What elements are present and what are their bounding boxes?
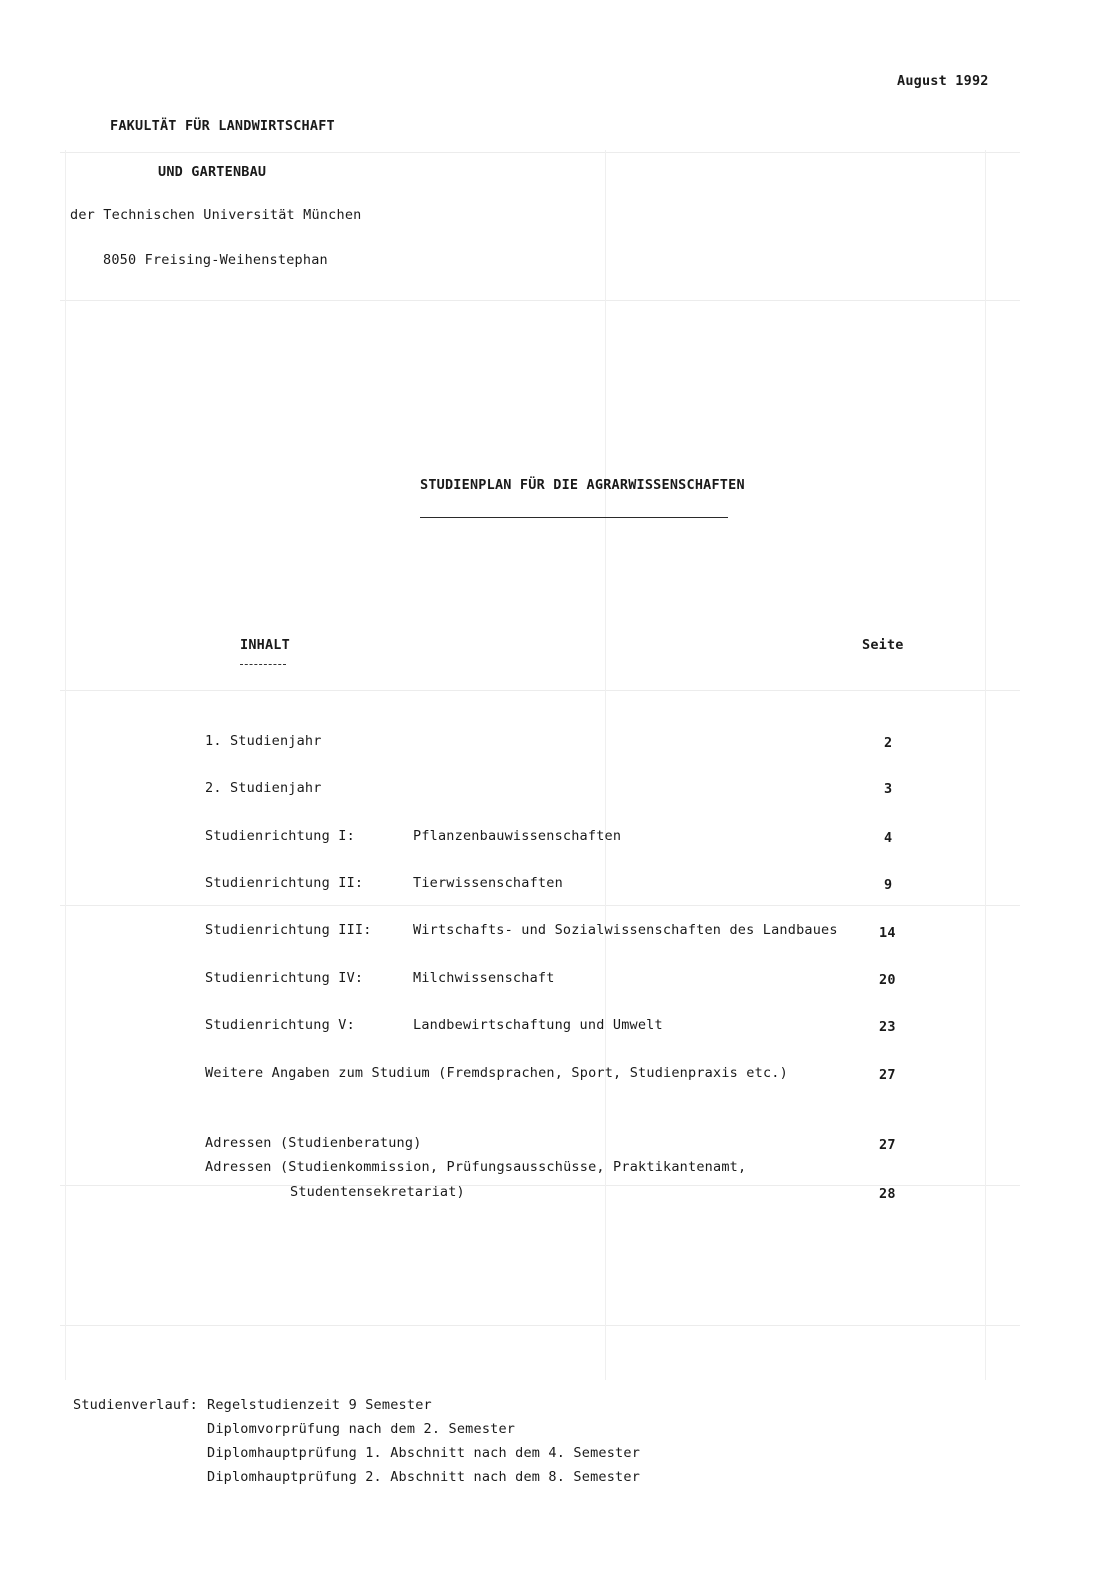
toc-entry-detail: Pflanzenbauwissenschaften bbox=[413, 828, 622, 844]
toc-entry-detail: Landbewirtschaftung und Umwelt bbox=[413, 1017, 663, 1033]
toc-entry-label: Studentensekretariat) bbox=[290, 1184, 465, 1200]
bleed-line bbox=[985, 150, 986, 1380]
toc-entry-label: Adressen (Studienberatung) bbox=[205, 1135, 422, 1151]
toc-entry-page: 3 bbox=[884, 781, 893, 797]
bleed-line bbox=[60, 152, 1020, 153]
toc-entry-label: Studienrichtung I: bbox=[205, 828, 355, 844]
toc-entry-label: Studienrichtung V: bbox=[205, 1017, 355, 1033]
bleed-line bbox=[60, 1185, 1020, 1186]
document-title: STUDIENPLAN FÜR DIE AGRARWISSENSCHAFTEN bbox=[420, 477, 745, 493]
toc-entry-detail: Milchwissenschaft bbox=[413, 970, 555, 986]
bleed-line bbox=[60, 905, 1020, 906]
toc-entry-label: 1. Studienjahr bbox=[205, 733, 322, 749]
university-name: der Technischen Universität München bbox=[70, 207, 362, 223]
studienverlauf-label: Studienverlauf: bbox=[73, 1397, 198, 1413]
faculty-name-line1: FAKULTÄT FÜR LANDWIRTSCHAFT bbox=[110, 118, 335, 134]
toc-heading: INHALT bbox=[240, 637, 290, 653]
toc-entry-detail: Tierwissenschaften bbox=[413, 875, 563, 891]
toc-entry-page: 28 bbox=[879, 1186, 896, 1202]
bleed-line bbox=[65, 150, 66, 1380]
bleed-line bbox=[605, 150, 606, 1380]
toc-entry-label: Adressen (Studienkommission, Prüfungsausschüsse, Praktikantenamt, bbox=[205, 1159, 747, 1175]
toc-entry-page: 20 bbox=[879, 972, 896, 988]
toc-entry-detail: Wirtschafts- und Sozialwissenschaften des Landbaues bbox=[413, 922, 838, 938]
title-underline bbox=[420, 517, 728, 518]
toc-entry-page: 23 bbox=[879, 1019, 896, 1035]
toc-entry-label: Studienrichtung II: bbox=[205, 875, 364, 891]
faculty-address: 8050 Freising-Weihenstephan bbox=[103, 252, 328, 268]
toc-entry-page: 4 bbox=[884, 830, 893, 846]
toc-entry-label: Studienrichtung IV: bbox=[205, 970, 364, 986]
studienverlauf-line: Diplomhauptprüfung 2. Abschnitt nach dem 8. Semester bbox=[207, 1469, 641, 1485]
toc-entry-page: 27 bbox=[879, 1067, 896, 1083]
page-column-heading: Seite bbox=[862, 637, 904, 653]
studienverlauf-line: Diplomhauptprüfung 1. Abschnitt nach dem 4. Semester bbox=[207, 1445, 641, 1461]
faculty-name-line2: UND GARTENBAU bbox=[158, 164, 267, 180]
toc-entry-label: 2. Studienjahr bbox=[205, 780, 322, 796]
studienverlauf-line: Diplomvorprüfung nach dem 2. Semester bbox=[207, 1421, 516, 1437]
toc-heading-underline bbox=[240, 664, 286, 665]
toc-entry-page: 14 bbox=[879, 925, 896, 941]
toc-entry-page: 2 bbox=[884, 735, 893, 751]
bleed-line bbox=[60, 1325, 1020, 1326]
toc-entry-page: 9 bbox=[884, 877, 893, 893]
toc-entry-page: 27 bbox=[879, 1137, 896, 1153]
toc-entry-label: Weitere Angaben zum Studium (Fremdsprachen, Sport, Studienpraxis etc.) bbox=[205, 1065, 788, 1081]
bleed-line bbox=[60, 690, 1020, 691]
document-date: August 1992 bbox=[897, 73, 989, 89]
bleed-line bbox=[60, 300, 1020, 301]
toc-entry-label: Studienrichtung III: bbox=[205, 922, 372, 938]
studienverlauf-line: Regelstudienzeit 9 Semester bbox=[207, 1397, 432, 1413]
